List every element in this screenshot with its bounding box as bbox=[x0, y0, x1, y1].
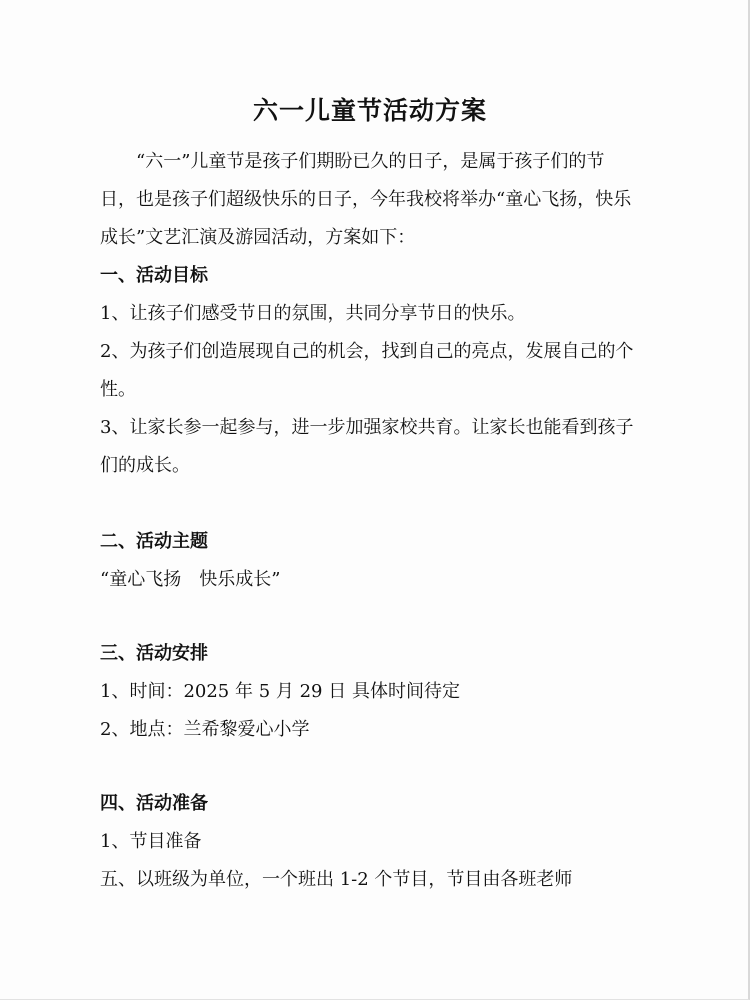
preparation-item-1: 1、节目准备 bbox=[100, 831, 202, 852]
intro-paragraph: “六一”儿童节是孩子们期盼已久的日子，是属于孩子们的节日，也是孩子们超级快乐的日子，今年我校将举办“童心飞扬，快乐成长”文艺汇演及游园活动，方案如下： bbox=[100, 151, 632, 248]
document-title: 六一儿童节活动方案 bbox=[252, 96, 487, 125]
section-heading-schedule: 三、活动安排 bbox=[100, 643, 208, 664]
section-heading-theme: 二、活动主题 bbox=[100, 531, 208, 552]
spacer bbox=[100, 749, 640, 785]
goal-item-1: 1、让孩子们感受节日的氛围，共同分享节日的快乐。 bbox=[100, 303, 526, 324]
schedule-item-time: 1、时间：2025 年 5 月 29 日 具体时间待定 bbox=[100, 681, 460, 702]
theme-item: “童心飞扬 快乐成长” bbox=[100, 569, 281, 590]
goal-item-2: 2、为孩子们创造展现自己的机会，找到自己的亮点，发展自己的个性。 bbox=[100, 341, 634, 400]
schedule-item-location: 2、地点：兰希黎爱心小学 bbox=[100, 719, 310, 740]
preparation-item-2: 五、以班级为单位，一个班出 1-2 个节目，节目由各班老师 bbox=[100, 869, 573, 890]
section-heading-preparation: 四、活动准备 bbox=[100, 793, 208, 814]
spacer bbox=[100, 485, 640, 523]
document-content bbox=[100, 93, 640, 899]
goal-item-3: 3、让家长参一起参与，进一步加强家校共育。让家长也能看到孩子们的成长。 bbox=[100, 417, 634, 476]
section-heading-goals: 一、活动目标 bbox=[100, 265, 208, 286]
spacer bbox=[100, 599, 640, 635]
